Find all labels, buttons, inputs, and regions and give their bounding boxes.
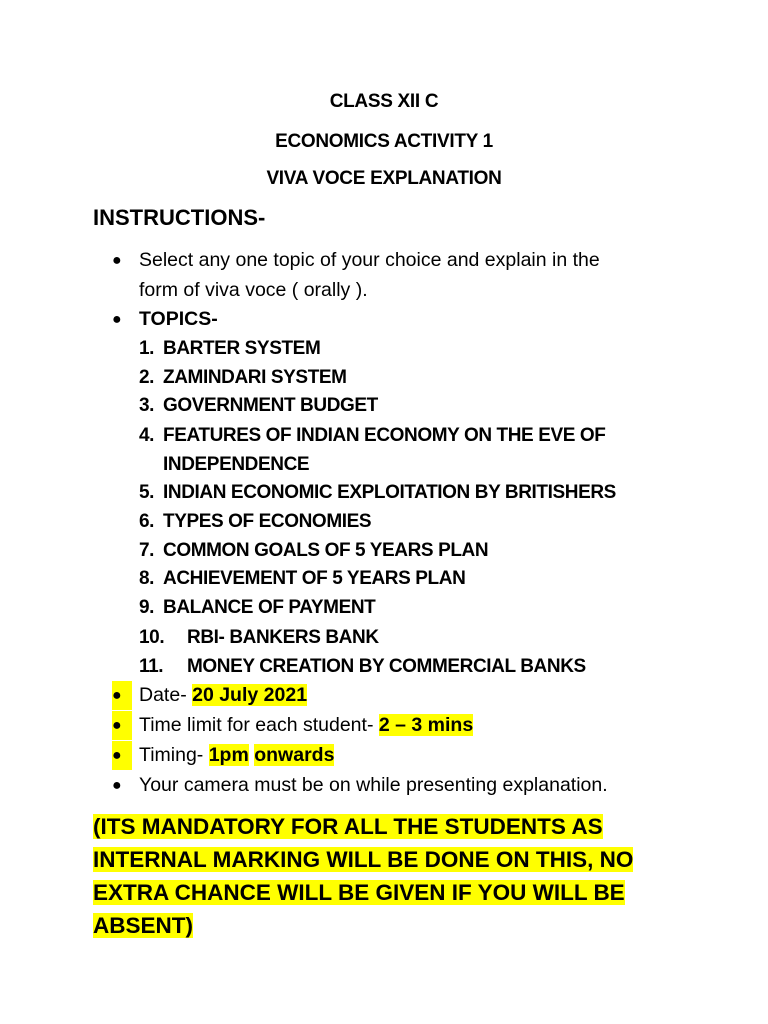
timing-label: Timing-	[139, 744, 209, 766]
topic-number: 8.	[139, 568, 155, 589]
notice-line-3: EXTRA CHANCE WILL BE GIVEN IF YOU WILL BE	[93, 880, 625, 905]
bullet-dot: ●	[112, 741, 132, 770]
time-limit-label: Time limit for each student-	[139, 714, 379, 736]
bullet-dot: ●	[112, 681, 132, 710]
topic-item	[139, 593, 375, 622]
topic-number: 1.	[139, 338, 155, 359]
topic-text: GOVERNMENT BUDGET	[163, 395, 378, 416]
select-topic-line-2: form of viva voce ( orally ).	[139, 279, 368, 301]
timing-line	[139, 741, 699, 770]
notice-line-2: INTERNAL MARKING WILL BE DONE ON THIS, NO	[93, 847, 634, 872]
bullet-dot: ●	[112, 311, 122, 328]
time-limit-value: 2 – 3 mins	[378, 714, 474, 736]
topic-item	[139, 334, 320, 363]
date-line	[139, 681, 699, 710]
activity-heading: ECONOMICS ACTIVITY 1	[275, 131, 493, 152]
mandatory-notice	[93, 810, 713, 942]
topic-text: ACHIEVEMENT OF 5 YEARS PLAN	[163, 568, 466, 589]
topic-text: ZAMINDARI SYSTEM	[163, 367, 347, 388]
topic-item	[139, 478, 616, 507]
topic-item	[139, 536, 488, 565]
topic-text: BALANCE OF PAYMENT	[163, 597, 376, 618]
timing-value-onwards: onwards	[254, 744, 335, 766]
topics-label: TOPICS-	[139, 308, 218, 330]
topic-number: 11.	[139, 656, 164, 677]
topic-number: 9.	[139, 597, 155, 618]
topic-number: 4.	[139, 425, 155, 446]
topic-text: BARTER SYSTEM	[163, 338, 321, 359]
topic-item	[139, 652, 586, 681]
topic-number: 6.	[139, 511, 155, 532]
topic-text: FEATURES OF INDIAN ECONOMY ON THE EVE OF	[163, 425, 606, 446]
camera-line: Your camera must be on while presenting explanation.	[139, 774, 608, 796]
topic-text-continued: INDEPENDENCE	[163, 454, 310, 475]
topic-number: 5.	[139, 482, 155, 503]
topic-number: 3.	[139, 395, 155, 416]
title-heading: VIVA VOCE EXPLANATION	[266, 168, 502, 189]
topic-number: 10.	[139, 627, 165, 648]
timing-value-time: 1pm	[208, 744, 249, 766]
topic-number: 7.	[139, 540, 155, 561]
select-topic-line-1: Select any one topic of your choice and explain in the	[139, 249, 600, 271]
topic-text: INDIAN ECONOMIC EXPLOITATION BY BRITISHERS	[163, 482, 616, 503]
date-value: 20 July 2021	[192, 684, 308, 706]
date-label: Date-	[139, 684, 193, 706]
topic-item	[139, 363, 347, 392]
bullet-dot: ●	[112, 252, 122, 269]
notice-line-4: ABSENT)	[93, 913, 193, 938]
topic-text: RBI- BANKERS BANK	[187, 627, 379, 648]
bullet-dot: ●	[112, 777, 122, 794]
topic-item	[139, 391, 378, 420]
topic-number: 2.	[139, 367, 155, 388]
topic-item	[139, 564, 465, 593]
class-heading: CLASS XII C	[329, 91, 439, 112]
notice-line-1: (ITS MANDATORY FOR ALL THE STUDENTS AS	[93, 814, 603, 839]
topic-item	[139, 421, 606, 450]
instructions-title: INSTRUCTIONS-	[93, 205, 266, 230]
time-limit-line	[139, 711, 699, 740]
topic-text: MONEY CREATION BY COMMERCIAL BANKS	[187, 656, 586, 677]
topic-item	[139, 507, 371, 536]
topic-item	[139, 623, 379, 652]
bullet-dot: ●	[112, 711, 132, 740]
topic-text: COMMON GOALS OF 5 YEARS PLAN	[163, 540, 489, 561]
topic-text: TYPES OF ECONOMIES	[163, 511, 372, 532]
